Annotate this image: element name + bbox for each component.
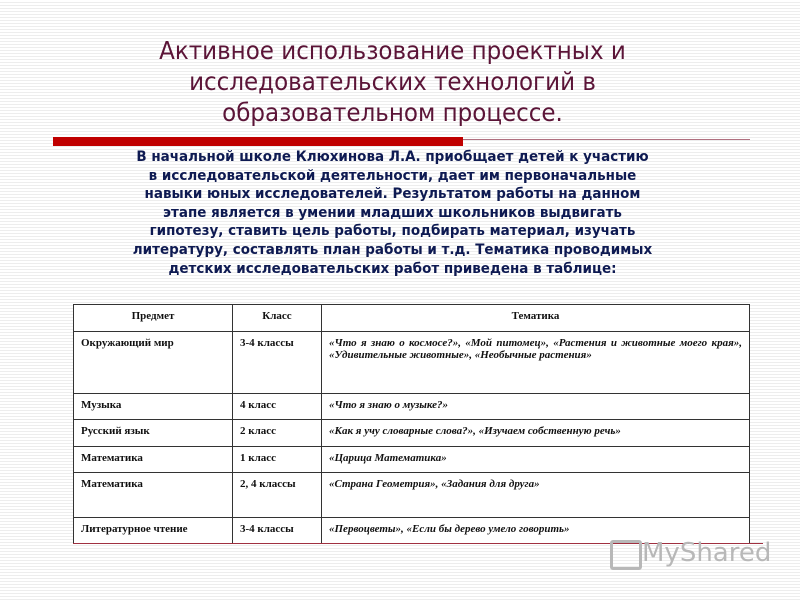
table-row — [74, 473, 750, 518]
cell-grade: 4 класс — [233, 394, 322, 420]
title-underline-rule — [463, 139, 750, 140]
cell-subject: Русский язык — [74, 420, 233, 447]
watermark-logo-icon — [610, 540, 642, 570]
header-grade: Класс — [233, 305, 322, 332]
cell-grade: 1 класс — [233, 447, 322, 473]
cell-topics: «Что я знаю о музыке?» — [322, 394, 750, 420]
header-subject: Предмет — [74, 305, 233, 332]
cell-topics: «Как я учу словарные слова?», «Изучаем собственную речь» — [322, 420, 750, 447]
topics-table — [73, 304, 750, 544]
cell-topics: «Что я знаю о космосе?», «Мой питомец», «Растения и животные моего края», «Удивительные животные», «Необычные растения» — [322, 332, 750, 394]
cell-grade: 3-4 классы — [233, 518, 322, 544]
cell-topics: «Страна Геометрия», «Задания для друга» — [322, 473, 750, 518]
cell-subject: Окружающий мир — [74, 332, 233, 394]
cell-subject: Литературное чтение — [74, 518, 233, 544]
slide-title: Активное использование проектных и исследовательских технологий в образовательном процессе. — [159, 36, 626, 127]
table-header-row — [74, 305, 750, 332]
cell-topics: «Первоцветы», «Если бы дерево умело говорить» — [322, 518, 750, 544]
title-underline-bar — [53, 137, 463, 146]
cell-subject: Математика — [74, 447, 233, 473]
cell-grade: 2 класс — [233, 420, 322, 447]
table-row — [74, 332, 750, 394]
watermark: MyShared — [642, 538, 772, 568]
table-row — [74, 394, 750, 420]
cell-grade: 2, 4 классы — [233, 473, 322, 518]
slide-body-text: В начальной школе Клюхинова Л.А. приобщает детей к участию в исследовательской деятельности, дает им первоначальные навыки юных исследователей. Результатом работы на данном этапе является в умении младших школьников выдвигать гипотезу, ставить цель работы, подбирать материал, изучать литературу, составлять план работы и т.д. Тематика проводимых детских исследовательских работ приведена в таблице: — [132, 149, 653, 277]
cell-topics: «Царица Математика» — [322, 447, 750, 473]
cell-subject: Математика — [74, 473, 233, 518]
table-row — [74, 447, 750, 473]
header-topics: Тематика — [322, 305, 750, 332]
cell-subject: Музыка — [74, 394, 233, 420]
cell-grade: 3-4 классы — [233, 332, 322, 394]
table-row — [74, 420, 750, 447]
